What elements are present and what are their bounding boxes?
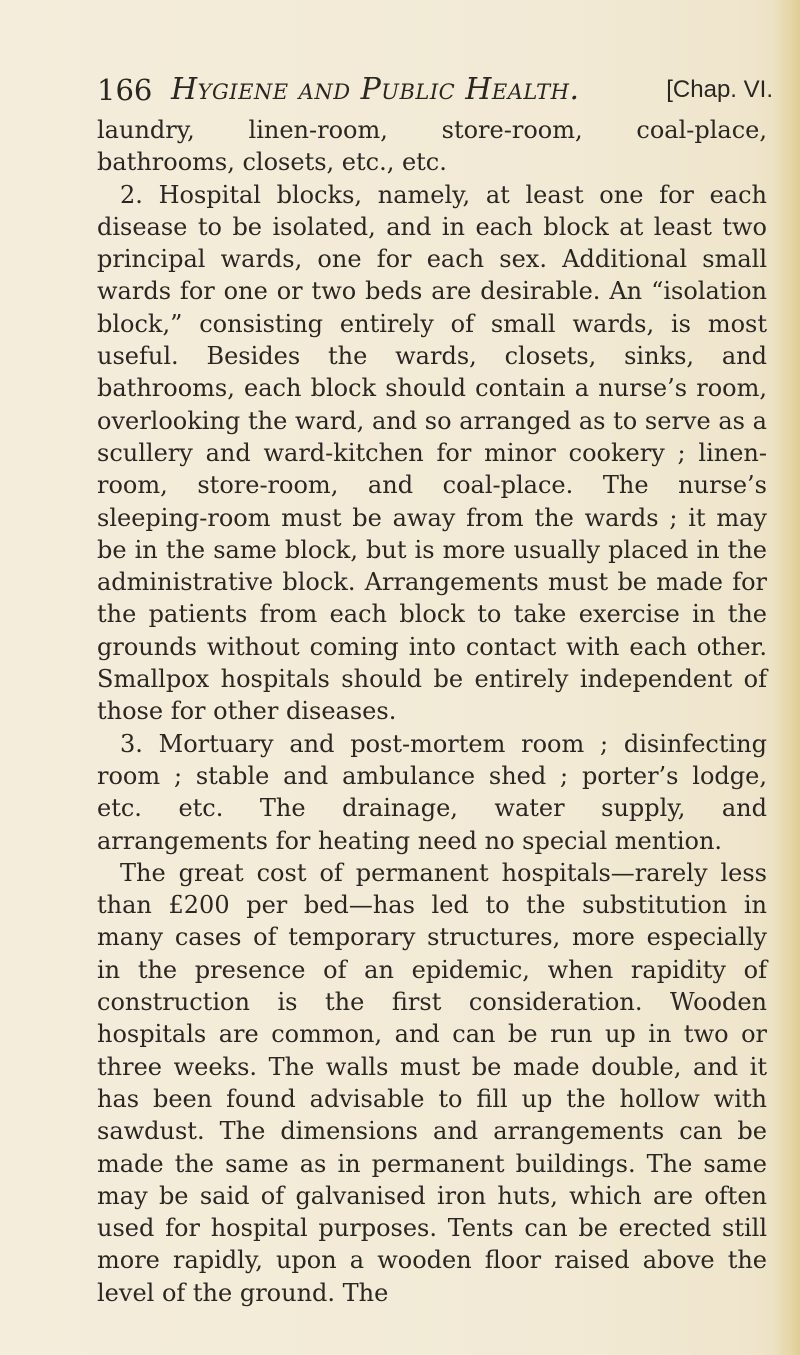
paragraph-hospital-blocks: 2. Hospital blocks, namely, at least one for each disease to be isolated, and in each block at least two principal wards, one for each sex. Additional small wards for one or two beds are desirable. An “isolation block,” consisting entirely of small wards, is most useful. Besides the wards, closets, sinks, and bathrooms, each block should contain a nurse’s room, overlooking the ward, and so arranged as to serve as a scullery and ward-kitchen for minor cookery ; linen-room, store-room, and coal-place. The nurse’s sleeping-room must be away from the wards ; it may be in the same block, but is more usually placed in the administrative block. Arrangements must be made for the patients from each block to take exercise in the grounds without coming into contact with each other. Smallpox hospitals should be entirely independent of those for other diseases.	[97, 180, 767, 726]
paragraph-temporary-structures: The great cost of permanent hospitals—rarely less than £200 per bed—has led to the substitution in many cases of temporary structures, more especially in the presence of an epidemic, when rapidity of construction is the first consideration. Wooden hospitals are common, and can be run up in two or three weeks. The walls must be made double, and it has been found advisable to fill up the hollow with sawdust. The dimensions and arrangements can be made the same as in permanent buildings. The same may be said of galvanised iron huts, which are often used for hospital purposes. Tents can be erected still more rapidly, upon a wooden floor raised above the level of the ground. The	[97, 858, 767, 1307]
page-number: 166	[97, 73, 153, 107]
body-text	[97, 114, 767, 1309]
running-title: Hygiene and Public Health.	[171, 72, 580, 107]
paragraph-mortuary: 3. Mortuary and post-mortem room ; disinfecting room ; stable and ambulance shed ; porter’s lodge, etc. etc. The drainage, water supply, and arrangements for heating need no special mention.	[97, 729, 767, 855]
chapter-reference: [Chap. VI.	[666, 76, 773, 103]
paragraph-continuation: laundry, linen-room, store-room, coal-place, bathrooms, closets, etc., etc.	[97, 116, 767, 177]
page-header	[97, 68, 773, 112]
page-edge-shading	[774, 0, 800, 1355]
